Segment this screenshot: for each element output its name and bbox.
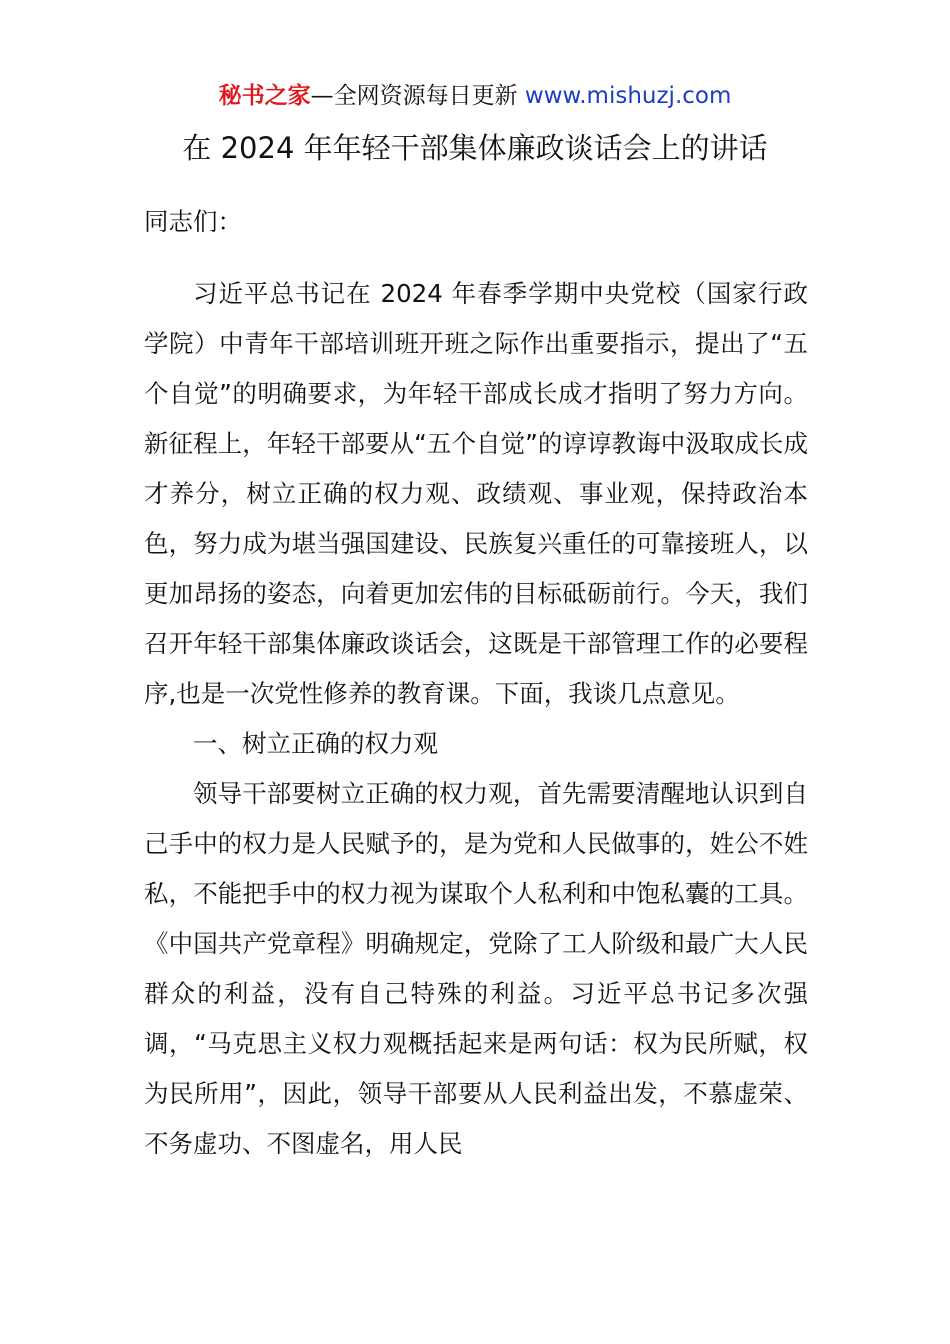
watermark-header: [0, 80, 950, 112]
body-paragraph: 习近平总书记在 2024 年春季学期中央党校（国家行政学院）中青年干部培训班开班之际作出重要指示，提出了“五个自觉”的明确要求，为年轻干部成长成才指明了努力方向。新征程上，年轻干部要从“五个自觉”的谆谆教诲中汲取成长成才养分，树立正确的权力观、政绩观、事业观，保持政治本色，努力成为堪当强国建设、民族复兴重任的可靠接班人，以更加昂扬的姿态，向着更加宏伟的目标砥砺前行。今天，我们召开年轻干部集体廉政谈话会，这既是干部管理工作的必要程序,也是一次党性修养的教育课。下面，我谈几点意见。: [144, 279, 808, 708]
site-link[interactable]: www.mishuzj.com: [524, 83, 732, 109]
header-tagline: —全网资源每日更新: [310, 83, 525, 109]
brand-name: 秘书之家: [218, 83, 311, 109]
salutation: 同志们：: [144, 207, 242, 236]
document-title: 在 2024 年年轻干部集体廉政谈话会上的讲话: [182, 131, 768, 165]
section-heading: 一、树立正确的权力观: [193, 729, 438, 758]
document-body: [144, 197, 808, 1169]
body-paragraph: 领导干部要树立正确的权力观，首先需要清醒地认识到自己手中的权力是人民赋予的，是为党和人民做事的，姓公不姓私，不能把手中的权力视为谋取个人私利和中饱私囊的工具。《中国共产党章程》明确规定，党除了工人阶级和最广大人民群众的利益，没有自己特殊的利益。习近平总书记多次强调，“马克思主义权力观概括起来是两句话：权为民所赋，权为民所用”，因此，领导干部要从人民利益出发，不慕虚荣、不务虚功、不图虚名，用人民: [144, 779, 808, 1158]
